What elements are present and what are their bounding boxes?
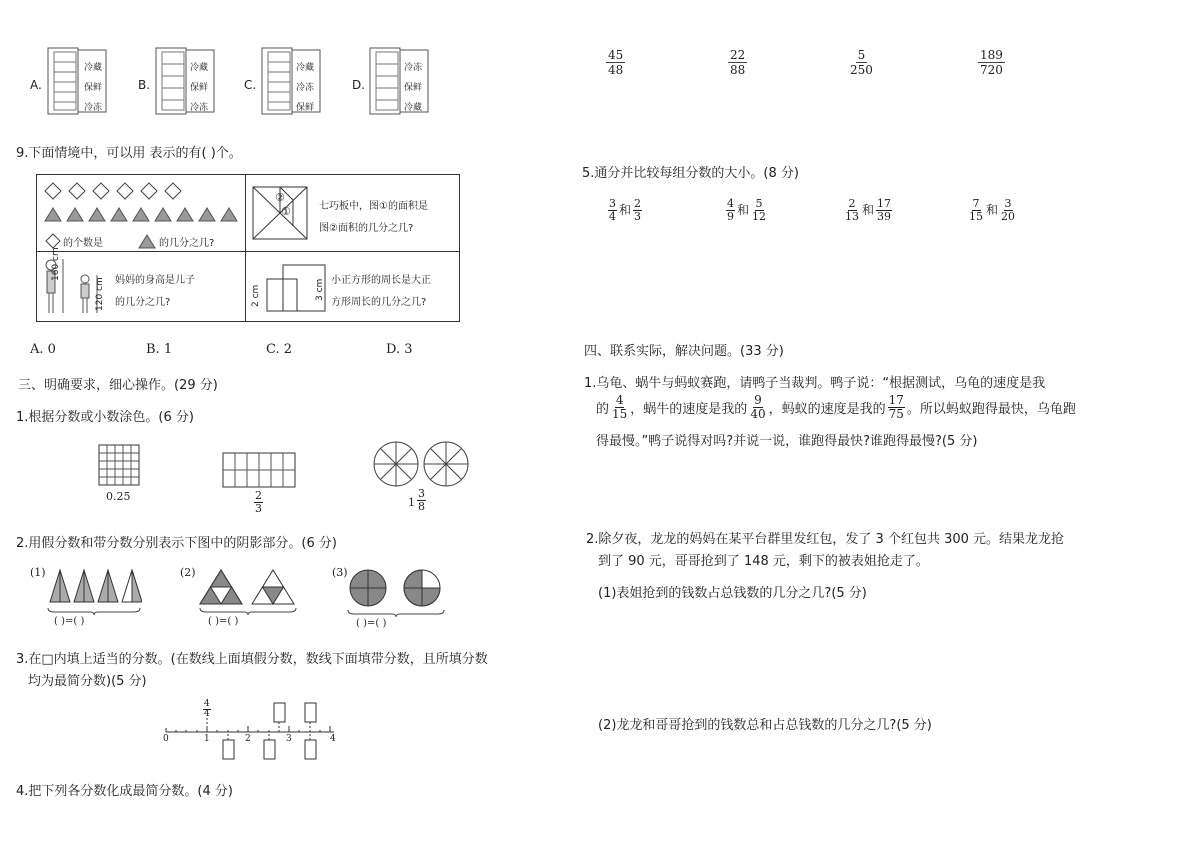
q5-pair-1 (606, 198, 644, 223)
section4-title: 四、联系实际，解决问题。(33 分) (584, 344, 784, 359)
tangram-label-1: ① (281, 205, 291, 218)
p1-line2 (596, 394, 1076, 421)
p1f2-d: 40 (750, 407, 766, 421)
and-4: 和 (986, 203, 999, 217)
p1a-d: 4 (609, 210, 616, 223)
sf1-denominator: 48 (608, 63, 624, 77)
q9-table (36, 174, 460, 322)
option-c-letter: C. (244, 78, 257, 92)
simplify-fraction-2 (728, 48, 747, 77)
grid-label-fraction (254, 490, 263, 515)
triangles-figure (198, 568, 298, 608)
tick-1: 1 (204, 734, 210, 744)
q2-part-2: (2) (180, 566, 196, 579)
cell4-line2: 方形周长的几分之几? (331, 297, 427, 308)
q2-blank-1: ( )=( ) (54, 616, 85, 627)
brace-3 (346, 608, 446, 618)
q5-pair-2 (724, 198, 769, 223)
p1b-d: 3 (634, 210, 642, 223)
simplify-fraction-1 (606, 48, 625, 77)
cell1-text: 的个数是 (63, 238, 103, 249)
q5-pair-3 (842, 198, 894, 223)
simplify-fraction-3 (850, 48, 873, 77)
and-2: 和 (737, 203, 750, 217)
fridge-d-icon (368, 46, 432, 118)
option-a-letter: A. (30, 78, 42, 92)
p4b-d: 20 (1001, 210, 1016, 223)
fridge-b-label-1: 冷藏 (190, 63, 209, 73)
p1-line3: 得最慢。”鸭子说得对吗?并说一说，谁跑得最快?谁跑得最慢?(5 分) (596, 434, 978, 449)
tangram-label-2: ② (275, 191, 285, 204)
nl-top-numerator: 4 (204, 699, 210, 709)
q9-choice-b: B. 1 (146, 342, 173, 357)
grid-rect-figure (222, 452, 296, 488)
p1b-n: 2 (634, 197, 642, 210)
p1-line1: 1.乌龟、蜗牛与蚂蚁赛跑，请鸭子当裁判。鸭子说：“根据测试，乌龟的速度是我 (584, 376, 1046, 391)
p2a-n: 4 (727, 197, 734, 210)
p4a-d: 15 (969, 210, 983, 223)
nl-top-denominator: 4 (204, 709, 210, 719)
q2-blank-2: ( )=( ) (208, 616, 239, 627)
sf4-denominator: 720 (980, 63, 1003, 77)
p1-frac-1 (611, 394, 628, 421)
fridge-c-icon (260, 46, 324, 118)
p1f3-n: 17 (888, 393, 904, 407)
option-b-letter: B. (138, 78, 151, 92)
mixed-whole: 1 (408, 496, 415, 509)
p1-line2-a: 的 (596, 402, 610, 417)
p2-line1: 2.除夕夜，龙龙的妈妈在某平台群里发红包，发了 3 个红包共 300 元。结果龙龙抢 (586, 532, 1065, 547)
p1f3-d: 75 (888, 407, 904, 421)
fraction-numerator: 2 (255, 489, 262, 502)
p1f1-n: 4 (615, 393, 624, 407)
fridge-c-label-3: 保鲜 (296, 103, 315, 113)
fridge-d-label-2: 保鲜 (404, 83, 423, 93)
section3-title: 三、明确要求，细心操作。(29 分) (18, 378, 218, 393)
p1a-n: 3 (609, 197, 616, 210)
table-divider-h (37, 251, 459, 252)
q9-choice-a: A. 0 (30, 342, 56, 357)
quarter-circles-figure (346, 568, 446, 608)
brace-2 (198, 606, 298, 616)
fridge-c-label-2: 冷冻 (296, 83, 315, 93)
q9-choice-d: D. 3 (386, 342, 413, 357)
fridge-b-label-2: 保鲜 (190, 83, 209, 93)
sf1-numerator: 45 (608, 48, 624, 62)
p4b-n: 3 (1004, 197, 1012, 210)
tick-4: 4 (330, 734, 336, 744)
brace-1 (46, 606, 142, 616)
cell2-line2: 图②面积的几分之几? (319, 223, 414, 234)
small-square-side: 2 cm (251, 284, 261, 307)
sf2-denominator: 88 (730, 63, 746, 77)
p3a-d: 13 (845, 210, 859, 223)
sf3-numerator: 5 (857, 48, 866, 62)
s3-q3-line1: 3.在□内填上适当的分数。(在数线上面填假分数，数线下面填带分数，且所填分数 (16, 652, 488, 667)
cell3-line2: 的几分之几? (115, 297, 171, 308)
cell3-line1: 妈妈的身高是儿子 (115, 275, 195, 286)
mother-height: 160 cm (51, 247, 61, 281)
fridge-b-label-3: 冷冻 (190, 103, 209, 113)
sf3-denominator: 250 (850, 63, 873, 77)
and-3: 和 (862, 203, 875, 217)
p3a-n: 2 (848, 197, 856, 210)
fraction-denominator: 3 (255, 502, 262, 515)
fridge-b-icon (154, 46, 218, 118)
p3b-n: 17 (877, 197, 892, 210)
p2-question-2: (2)龙龙和哥哥抢到的钱数总和占总钱数的几分之几?(5 分) (598, 718, 932, 733)
fridge-a-label-1: 冷藏 (84, 63, 103, 73)
cell1-text2: 的几分之几? (159, 238, 215, 249)
p1f2-n: 9 (754, 393, 762, 407)
s3-q1: 1.根据分数或小数涂色。(6 分) (16, 410, 194, 425)
big-square-side: 3 cm (315, 278, 325, 301)
q2-part-3: (3) (332, 566, 348, 579)
simplify-fraction-4 (978, 48, 1005, 77)
p4a-n: 7 (972, 197, 980, 210)
q9-title: 9.下面情境中，可以用 表示的有( )个。 (16, 146, 242, 161)
p2b-n: 5 (755, 197, 763, 210)
p2-question-1: (1)表姐抢到的钱数占总钱数的几分之几?(5 分) (598, 586, 867, 601)
cell2-line1: 七巧板中，图①的面积是 (319, 201, 428, 212)
number-line-top-fraction (203, 700, 211, 719)
q5-title: 5.通分并比较每组分数的大小。(8 分) (582, 166, 799, 181)
sf4-numerator: 189 (980, 48, 1003, 62)
q2-blank-3: ( )=( ) (356, 618, 387, 629)
fridge-c-label-1: 冷藏 (296, 63, 315, 73)
mixed-denominator: 8 (418, 500, 425, 513)
grid-label-decimal: 0.25 (106, 490, 131, 503)
q9-choice-c: C. 2 (266, 342, 293, 357)
cones-figure (46, 568, 142, 608)
p1-frac-2 (749, 394, 766, 421)
p2-line2: 到了 90 元，哥哥抢到了 148 元，剩下的被表姐抢走了。 (598, 554, 929, 569)
son-height: 120 cm (95, 277, 105, 311)
option-d-letter: D. (352, 78, 366, 92)
fridge-a-label-3: 冷冻 (84, 103, 103, 113)
p1f1-d: 15 (612, 407, 628, 421)
fridge-d-label-1: 冷冻 (404, 63, 423, 73)
grid-5x5-figure (98, 444, 140, 486)
tick-0: 0 (163, 734, 169, 744)
fridge-a-label-2: 保鲜 (84, 83, 103, 93)
p1-frac-3 (888, 394, 905, 421)
and-1: 和 (619, 203, 632, 217)
mixed-fraction (417, 488, 426, 513)
cell4-line1: 小正方形的周长是大正 (331, 275, 431, 286)
p1-line2-b: ，蜗牛的速度是我的 (630, 402, 748, 417)
fridge-d-label-3: 冷藏 (404, 103, 423, 113)
tick-2: 2 (245, 734, 251, 744)
mixed-numerator: 3 (418, 487, 425, 500)
p2b-d: 12 (752, 210, 767, 223)
table-divider-v (245, 175, 246, 321)
p1-line2-c: ，蚂蚁的速度是我的 (768, 402, 886, 417)
s3-q4: 4.把下列各分数化成最简分数。(4 分) (16, 784, 233, 799)
p3b-d: 39 (877, 210, 892, 223)
s3-q3-line2: 均为最简分数)(5 分) (28, 674, 147, 689)
number-line-figure (160, 700, 340, 762)
two-circles-figure (372, 440, 472, 488)
tick-3: 3 (286, 734, 292, 744)
s3-q2: 2.用假分数和带分数分别表示下图中的阴影部分。(6 分) (16, 536, 337, 551)
q5-pair-4 (966, 198, 1018, 223)
p1-line2-d: 。所以蚂蚁跑得最快，乌龟跑 (906, 402, 1076, 417)
p2a-d: 9 (727, 210, 734, 223)
sf2-numerator: 22 (730, 48, 746, 62)
q2-part-1: (1) (30, 566, 46, 579)
